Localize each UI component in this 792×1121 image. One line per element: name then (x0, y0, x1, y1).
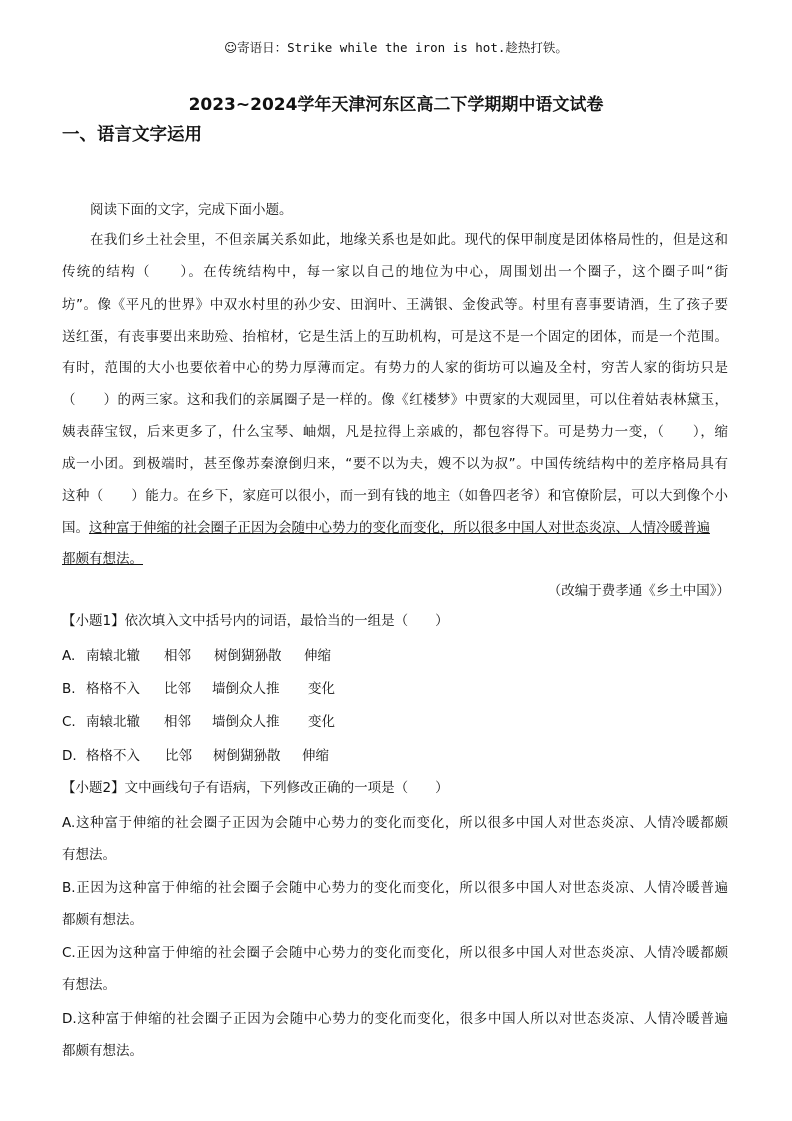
passage-line: 送红蛋，有丧事要出来助殓、抬棺材，它是生活上的互助机构，可是这不是一个固定的团体，而是一个范围。 (62, 329, 728, 345)
underlined-sentence: 这种富于伸缩的社会圈子正因为会随中心势力的变化而变化，所以很多中国人对世态炎凉、人情冷暖普遍 (89, 520, 710, 536)
passage-line: 传统的结构（ ）。在传统结构中，每一家以自己的地位为中心，周围划出一个圈子，这个圈子叫“街 (62, 264, 728, 280)
option-word: 变化 (308, 681, 335, 697)
option-label: D. (62, 748, 77, 764)
question2-option-c[interactable] (62, 942, 728, 964)
option-word: 格格不入 (86, 681, 140, 697)
passage-intro: 阅读下面的文字，完成下面小题。 (90, 202, 293, 218)
option-label: A. (62, 815, 76, 831)
underlined-sentence-end: 都颇有想法。 (62, 551, 143, 567)
passage-line-underlined (62, 517, 732, 539)
option-label: A. (62, 648, 76, 664)
question2-option-a[interactable] (62, 812, 728, 834)
passage-line: 在我们乡土社会里，不但亲属关系如此，地缘关系也是如此。现代的保甲制度是团体格局性的，但是这和 (90, 232, 728, 248)
option-word: 墙倒众人推 (212, 714, 280, 730)
option-label: C. (62, 714, 76, 730)
option-label: B. (62, 880, 76, 896)
option-label: B. (62, 681, 76, 697)
passage-line: 姨表薛宝钗，后来更多了，什么宝琴、岫烟，凡是拉得上亲戚的，都包容得下。可是势力一变，（ ），缩 (62, 424, 728, 440)
option-text-continued: 有想法。 (62, 977, 116, 993)
option-word: 比邻 (164, 681, 191, 697)
option-word: 树倒猢狲散 (213, 748, 281, 764)
option-text-continued: 都颇有想法。 (62, 912, 143, 928)
option-text: 正因为这种富于伸缩的社会圈子会随中心势力的变化而变化，所以很多中国人对世态炎凉、人情冷暖都颇 (75, 945, 728, 961)
passage-line: 这种（ ）能力。在乡下，家庭可以很小，而一到有钱的地主（如鲁四老爷）和官僚阶层，可以大到像个小 (62, 488, 728, 504)
question1-option-c[interactable] (62, 711, 335, 733)
option-word: 比邻 (165, 748, 192, 764)
option-text-continued: 有想法。 (62, 847, 116, 863)
option-word: 伸缩 (304, 648, 331, 664)
option-word: 南辕北辙 (86, 648, 140, 664)
question1-option-d[interactable] (62, 745, 329, 767)
exam-title: 2023~2024学年天津河东区高二下学期期中语文试卷 (188, 95, 604, 115)
passage-line: 有时，范围的大小也要依着中心的势力厚薄而定。有势力的人家的街坊可以遍及全村，穷苦人家的街坊只是 (62, 360, 728, 376)
option-word: 相邻 (164, 648, 191, 664)
motto-chinese: 趁热打铁。 (505, 40, 568, 55)
passage-line-start: 国。 (62, 520, 89, 536)
motto-english: Strike while the iron is hot. (287, 40, 506, 55)
option-word: 伸缩 (302, 748, 329, 764)
option-text: 正因为这种富于伸缩的社会圈子会随中心势力的变化而变化，所以很多中国人对世态炎凉、人情冷暖普遍 (75, 880, 728, 896)
question2-option-b[interactable] (62, 877, 728, 899)
section-heading: 一、语言文字运用 (62, 125, 202, 145)
option-text: 这种富于伸缩的社会圈子正因为会随中心势力的变化而变化，所以很多中国人对世态炎凉、人情冷暖都颇 (75, 815, 728, 831)
passage-line: （ ）的两三家。这和我们的亲属圈子是一样的。像《红楼梦》中贾家的大观园里，可以住着姑表林黛玉， (62, 392, 728, 408)
motto-prefix: ☺寄语日： (224, 40, 288, 55)
question1-option-b[interactable] (62, 678, 335, 700)
option-word: 墙倒众人推 (212, 681, 280, 697)
motto-header (0, 38, 792, 56)
option-word: 格格不入 (86, 748, 140, 764)
option-word: 相邻 (164, 714, 191, 730)
option-text-continued: 都颇有想法。 (62, 1043, 143, 1059)
passage-line: 坊”。像《平凡的世界》中双水村里的孙少安、田润叶、王满银、金俊武等。村里有喜事要请酒，生了孩子要 (62, 297, 728, 313)
option-label: C. (62, 945, 76, 961)
option-text: 这种富于伸缩的社会圈子正因为会随中心势力的变化而变化，很多中国人所以对世态炎凉、人情冷暖普遍 (76, 1011, 728, 1027)
option-word: 变化 (308, 714, 335, 730)
passage-source: （改编于费孝通《乡土中国》） (547, 583, 730, 599)
question2-stem: 【小题2】文中画线句子有语病，下列修改正确的一项是（ ） (62, 780, 449, 796)
question1-option-a[interactable] (62, 645, 331, 667)
passage-line: 成一小团。到极端时，甚至像苏秦潦倒归来，“要不以为夫，嫂不以为叔”。中国传统结构中的差序格局具有 (62, 456, 728, 472)
option-word: 树倒猢狲散 (214, 648, 282, 664)
option-word: 南辕北辙 (86, 714, 140, 730)
question1-stem: 【小题1】依次填入文中括号内的词语，最恰当的一组是（ ） (62, 613, 449, 629)
question2-option-d[interactable] (62, 1008, 728, 1030)
option-label: D. (62, 1011, 77, 1027)
